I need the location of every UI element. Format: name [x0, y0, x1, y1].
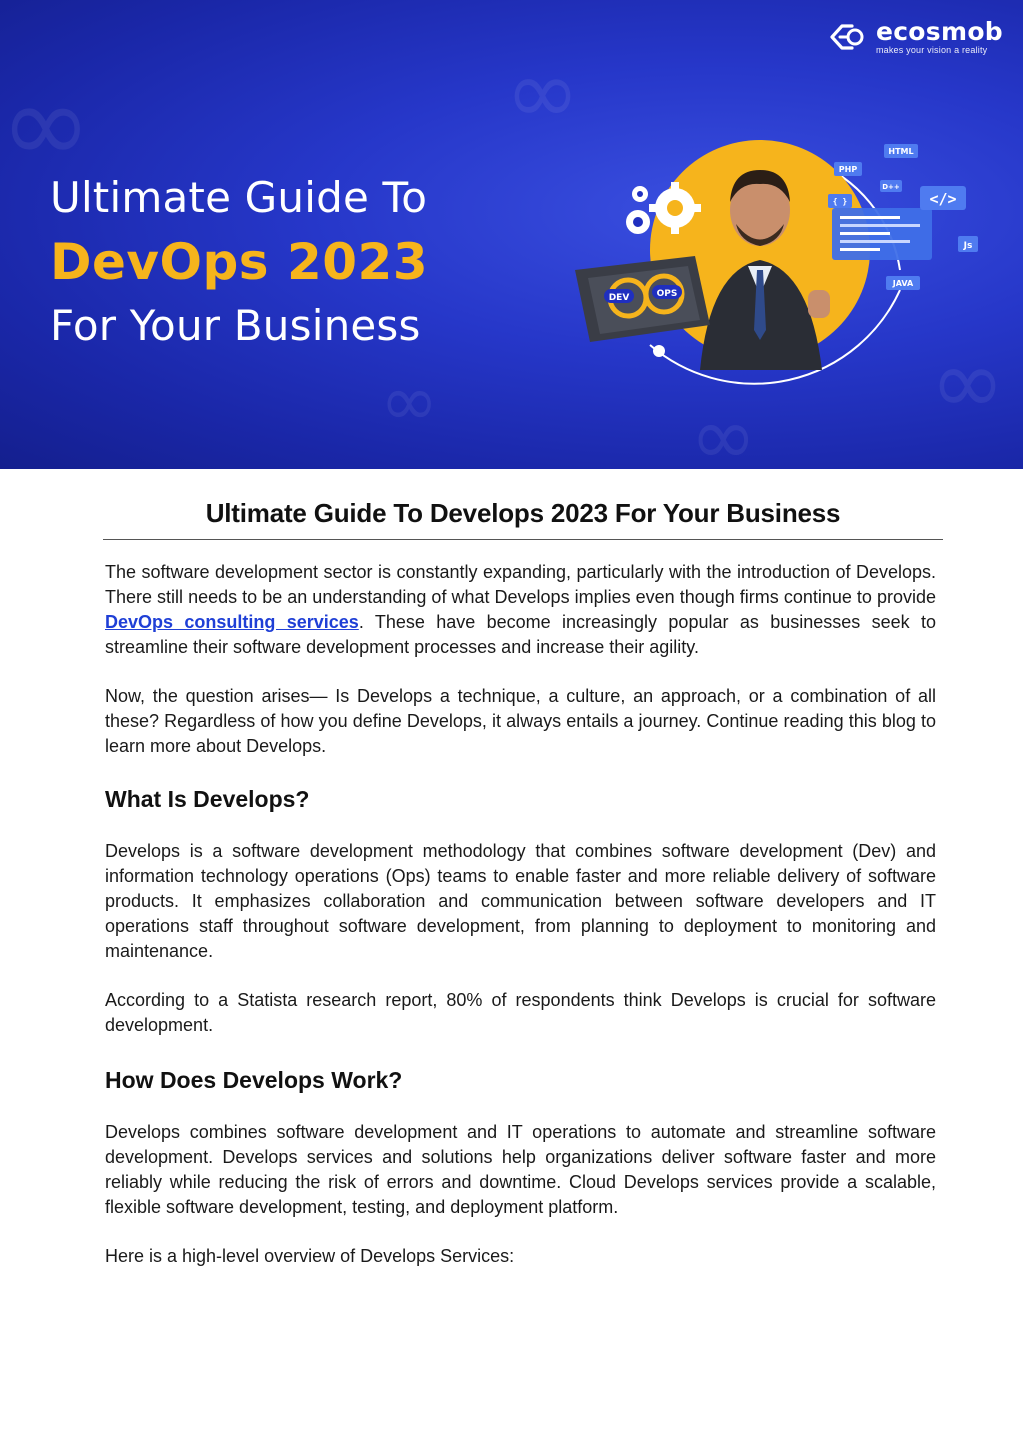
dev-badge: DEV: [608, 293, 630, 303]
article-title: Ultimate Guide To Develops 2023 For Your Business: [103, 490, 943, 540]
article-content: [105, 490, 936, 1269]
code-panel: [832, 208, 932, 260]
banner-title-line2: DevOps 2023: [50, 233, 429, 291]
infinity-decoration-icon: ∞: [0, 60, 92, 188]
dplus-badge: [880, 180, 902, 192]
banner-title-line3: For Your Business: [50, 301, 421, 350]
section-heading-what-is: What Is Develops?: [105, 786, 310, 812]
paragraph-statista: According to a Statista research report, 80% of respondents think Develops is crucial for software development.: [105, 990, 936, 1035]
devops-consulting-link[interactable]: DevOps consulting services: [105, 612, 359, 632]
paragraph-question: Now, the question arises— Is Develops a technique, a culture, an approach, or a combination of all these? Regardless of how you define Develops, it always entails a journey. Continue reading this blog to learn more about Develops.: [105, 686, 936, 756]
js-badge: [958, 236, 978, 252]
infinity-decoration-icon: ∞: [930, 330, 1005, 435]
svg-text:</>: </>: [929, 190, 957, 208]
brand-name: ecosmob: [875, 17, 1003, 46]
intro-text-after-link: . These have become increasingly popular as businesses seek to streamline their software development processes and increase their agility.: [105, 612, 936, 657]
banner-title: [50, 168, 428, 356]
section-heading-how-works: How Does Develops Work?: [105, 1067, 403, 1093]
infinity-decoration-icon: ∞: [690, 390, 757, 469]
brand-logo[interactable]: [826, 18, 1003, 56]
php-badge: [834, 162, 862, 176]
svg-text:PHP: PHP: [838, 165, 858, 174]
svg-text:D++: D++: [882, 183, 900, 191]
hero-banner: [0, 0, 1023, 469]
svg-text:HTML: HTML: [888, 147, 914, 156]
braces-badge: [828, 194, 852, 208]
intro-paragraph: [105, 560, 936, 660]
code-tag-icon: [920, 186, 966, 210]
html-badge: [884, 144, 918, 158]
paragraph-definition: Develops is a software development methodology that combines software development (Dev) and information technology operations (Ops) teams to enable faster and more reliable delivery of software products. It emphasizes collaboration and communication between software developers and IT operations staff throughout software development, from planning to deployment to monitoring and maintenance.: [105, 841, 936, 961]
ops-badge: OPS: [656, 289, 678, 299]
banner-title-line1: Ultimate Guide To: [50, 173, 428, 222]
ecosmob-logo-icon: [826, 18, 868, 56]
gear-icon: [626, 186, 650, 234]
paragraph-how-works: Develops combines software development and IT operations to automate and streamline software development. Develops services and solutions help organizations deliver software faster and more reliably while reducing the risk of errors and downtime. Cloud Develops services provide a scalable, flexible software development, testing, and deployment platform.: [105, 1122, 936, 1217]
java-badge: [886, 276, 920, 290]
svg-text:Js: Js: [963, 241, 973, 251]
svg-text:{ }: { }: [832, 197, 848, 206]
infinity-decoration-icon: ∞: [505, 40, 580, 145]
svg-text:JAVA: JAVA: [892, 279, 914, 288]
devops-illustration: [560, 120, 1000, 420]
infinity-decoration-icon: ∞: [380, 360, 439, 442]
orbit-dot: [653, 345, 665, 357]
intro-text-before-link: The software development sector is constantly expanding, particularly with the introduction of Develops. There still needs to be an understanding of what Develops implies even though firms continue to provide: [105, 562, 936, 607]
brand-tagline: makes your vision a reality: [875, 45, 988, 55]
paragraph-overview: Here is a high-level overview of Develops Services:: [105, 1246, 515, 1266]
